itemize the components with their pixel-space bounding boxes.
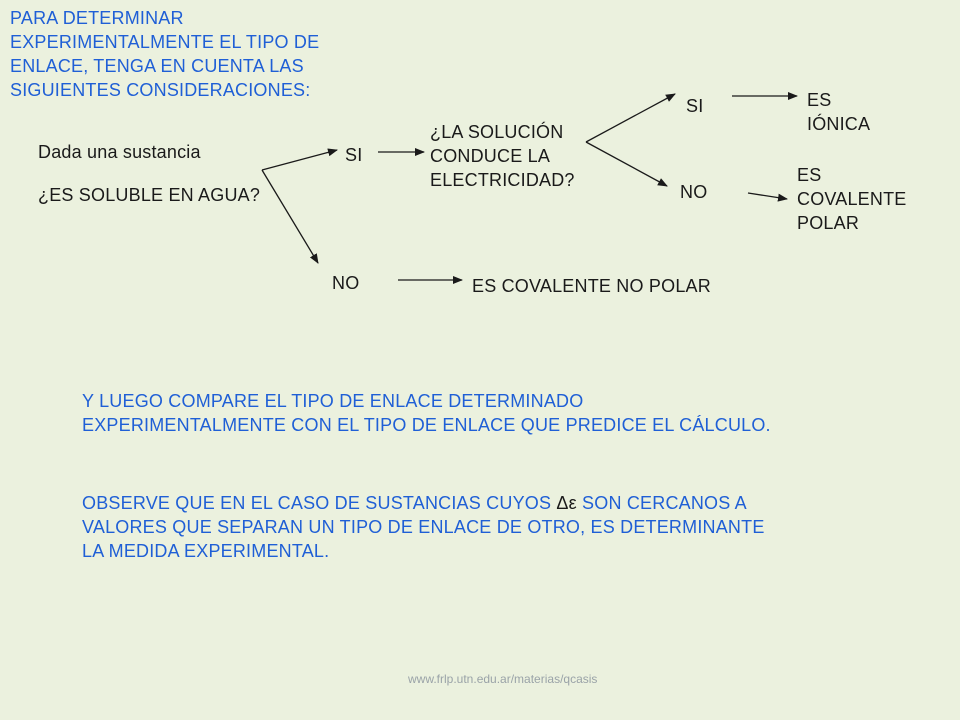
note-compare: Y LUEGO COMPARE EL TIPO DE ENLACE DETERMINADO EXPERIMENTALMENTE CON EL TIPO DE ENLACE QUE PREDICE EL CÁLCULO.	[82, 391, 771, 435]
intro-heading: PARA DETERMINAR EXPERIMENTALMENTE EL TIPO DE ENLACE, TENGA EN CUENTA LAS SIGUIENTES CONSIDERACIONES:	[10, 8, 320, 100]
result-covalent-nonpolar: ES COVALENTE NO POLAR	[472, 276, 711, 296]
arrow-no-to-polar	[748, 193, 787, 199]
arrow-question-to-si	[586, 94, 675, 142]
branch-si-label: SI	[345, 145, 363, 165]
question-soluble: ¿ES SOLUBLE EN AGUA?	[38, 185, 261, 205]
note-observe	[82, 491, 782, 563]
result-covalent-polar: ES COVALENTE POLAR	[797, 165, 907, 233]
note-observe-end: SON CERCANOS A VALORES QUE SEPARAN UN TIPO DE ENLACE DE OTRO, ES DETERMINANTE LA MEDIDA EXPERIMENTAL.	[82, 493, 765, 561]
question-conducts: ¿LA SOLUCIÓN CONDUCE LA ELECTRICIDAD?	[430, 122, 575, 190]
arrow-soluble-to-si	[262, 150, 337, 170]
delta-epsilon-symbol: Δε	[556, 493, 577, 513]
given-substance-label: Dada una sustancia	[38, 142, 201, 162]
conducts-si-label: SI	[686, 96, 704, 116]
arrow-question-to-no	[586, 142, 667, 186]
note-observe-start: OBSERVE QUE EN EL CASO DE SUSTANCIAS CUYOS	[82, 493, 557, 513]
footer-url: www.frlp.utn.edu.ar/materias/qcasis	[408, 672, 598, 686]
arrow-soluble-to-no	[262, 170, 318, 263]
branch-no-label: NO	[332, 273, 360, 293]
conducts-no-label: NO	[680, 182, 708, 202]
result-ionic: ES IÓNICA	[807, 90, 871, 134]
